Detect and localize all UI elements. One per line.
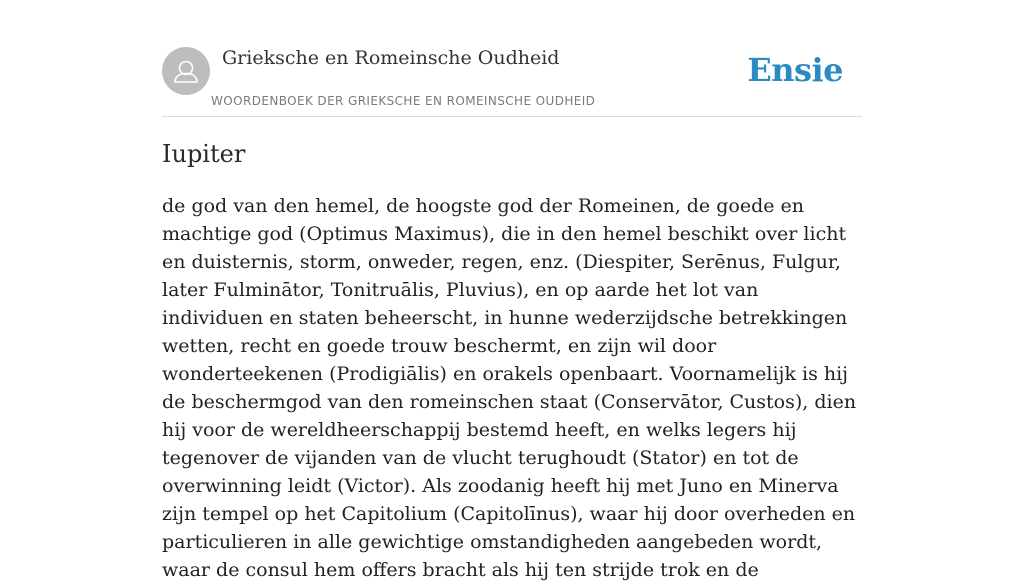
entry-definition: de god van den hemel, de hoogste god der Romeinen, de goede en machtige god (Optimus Maximus), die in den hemel beschikt over licht en duisternis, storm, onweder, regen, enz. (Diespiter, Serēnus, Fulgur, later Fulminātor, Tonitruālis, Pluvius), en op aarde het lot van individuen en staten beheerscht, in hunne wederzijdsche betrekkingen wetten, recht en goede trouw beschermt, en zijn wil door wonderteekenen (Prodigiālis) en orakels openbaart. Voornamelijk is hij de beschermgod van den romeinschen staat (Conservātor, Custos), dien hij voor de wereldheerschappij bestemd heeft, en welks legers hij tegenover de vijanden van de vlucht terughoudt (Stator) en tot de overwinning leidt (Victor). Als zoodanig heeft hij met Juno en Minerva zijn tempel op het Capitolium (Capitolīnus), waar hij door overheden en particulieren in alle gewichtige omstandigheden aangebeden wordt, waar de consul hem offers bracht als hij ten strijde trok en de <box>162 195 857 581</box>
user-icon <box>162 47 210 95</box>
book-subtitle: WOORDENBOEK DER GRIEKSCHE EN ROMEINSCHE OUDHEID <box>211 94 596 108</box>
header <box>162 44 862 117</box>
book-title-link[interactable]: Grieksche en Romeinsche Oudheid <box>222 47 560 69</box>
avatar[interactable] <box>162 47 210 95</box>
brand-logo[interactable]: Ensie <box>747 51 843 89</box>
entry-title: Iupiter <box>162 140 246 168</box>
